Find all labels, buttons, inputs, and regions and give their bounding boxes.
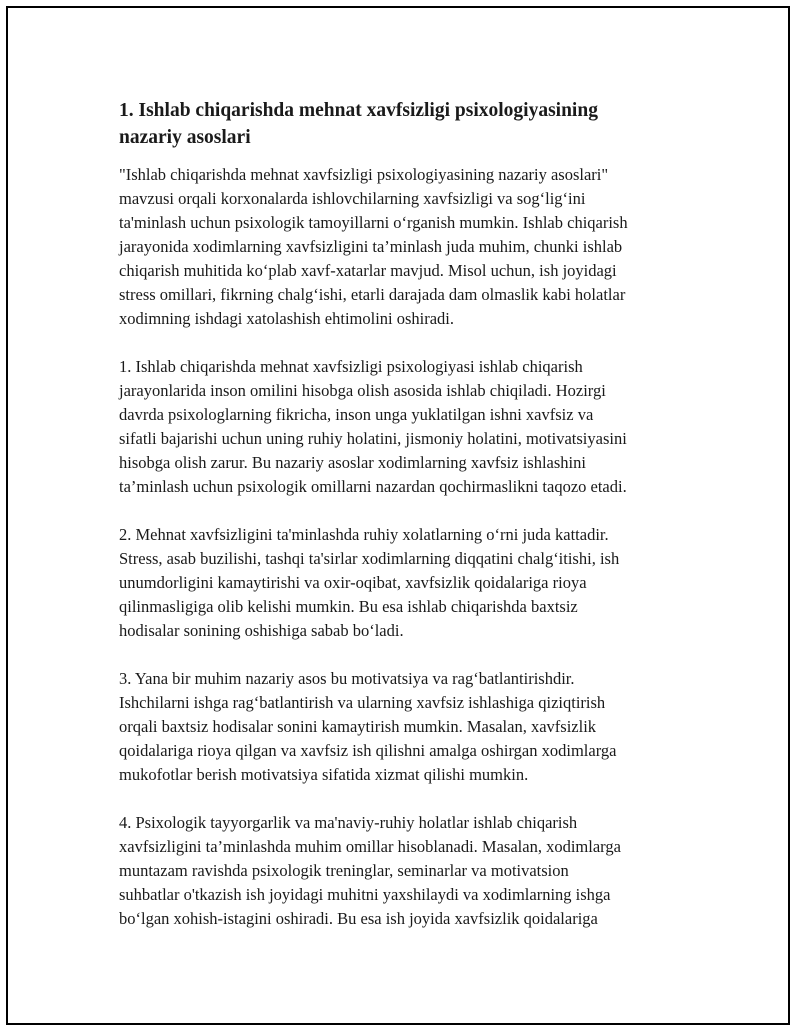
text-line: hodisalar sonining oshishiga sabab bo‘ladi.: [119, 621, 404, 640]
text-line: Stress, asab buzilishi, tashqi ta'sirlar xodimlarning diqqatini chalg‘itishi, ish: [119, 549, 620, 568]
text-line: hisobga olish zarur. Bu nazariy asoslar xodimlarning xavfsiz ishlashini: [119, 453, 586, 472]
paragraph-point-1: [119, 355, 719, 499]
heading-line: nazariy asoslari: [119, 127, 251, 148]
page-frame: [6, 6, 790, 1025]
text-line: jarayonlarida inson omilini hisobga olish asosida ishlab chiqiladi. Hozirgi: [119, 381, 606, 400]
text-line: qoidalariga rioya qilgan va xavfsiz ish qilishni amalga oshirgan xodimlarga: [119, 741, 617, 760]
text-line: 4. Psixologik tayyorgarlik va ma'naviy-ruhiy holatlar ishlab chiqarish: [119, 813, 578, 832]
document-heading: [119, 97, 719, 151]
text-line: orqali baxtsiz hodisalar sonini kamaytirish mumkin. Masalan, xavfsizlik: [119, 717, 597, 736]
document-body: [119, 97, 719, 955]
text-line: davrda psixologlarning fikricha, inson unga yuklatilgan ishni xavfsiz va: [119, 405, 594, 424]
text-line: 3. Yana bir muhim nazariy asos bu motivatsiya va rag‘batlantirishdir.: [119, 669, 575, 688]
text-line: bo‘lgan xohish-istagini oshiradi. Bu esa ish joyida xavfsizlik qoidalariga: [119, 909, 598, 928]
text-line: suhbatlar o'tkazish ish joyidagi muhitni yaxshilaydi va xodimlarning ishga: [119, 885, 611, 904]
paragraph-intro: [119, 163, 719, 331]
text-line: "Ishlab chiqarishda mehnat xavfsizligi psixologiyasining nazariy asoslari": [119, 165, 609, 184]
text-line: mukofotlar berish motivatsiya sifatida xizmat qilishi mumkin.: [119, 765, 529, 784]
text-line: muntazam ravishda psixologik treninglar, seminarlar va motivatsion: [119, 861, 569, 880]
text-line: qilinmasligiga olib kelishi mumkin. Bu esa ishlab chiqarishda baxtsiz: [119, 597, 578, 616]
text-line: 1. Ishlab chiqarishda mehnat xavfsizligi psixologiyasi ishlab chiqarish: [119, 357, 583, 376]
text-line: sifatli bajarishi uchun uning ruhiy holatini, jismoniy holatini, motivatsiyasini: [119, 429, 627, 448]
text-line: xodimning ishdagi xatolashish ehtimolini oshiradi.: [119, 309, 455, 328]
text-line: mavzusi orqali korxonalarda ishlovchilarning xavfsizligi va sog‘lig‘ini: [119, 189, 586, 208]
text-line: ta'minlash uchun psixologik tamoyillarni o‘rganish mumkin. Ishlab chiqarish: [119, 213, 628, 232]
text-line: jarayonida xodimlarning xavfsizligini ta’minlash juda muhim, chunki ishlab: [119, 237, 623, 256]
text-line: xavfsizligini ta’minlashda muhim omillar hisoblanadi. Masalan, xodimlarga: [119, 837, 621, 856]
text-line: unumdorligini kamaytirishi va oxir-oqibat, xavfsizlik qoidalariga rioya: [119, 573, 587, 592]
text-line: stress omillari, fikrning chalg‘ishi, etarli darajada dam olmaslik kabi holatlar: [119, 285, 626, 304]
heading-line: 1. Ishlab chiqarishda mehnat xavfsizligi psixologiyasining: [119, 100, 598, 121]
paragraph-point-3: [119, 667, 719, 787]
text-line: Ishchilarni ishga rag‘batlantirish va ularning xavfsiz ishlashiga qiziqtirish: [119, 693, 606, 712]
paragraph-point-2: [119, 523, 719, 643]
text-line: chiqarish muhitida ko‘plab xavf-xatarlar mavjud. Misol uchun, ish joyidagi: [119, 261, 617, 280]
paragraph-point-4: [119, 811, 719, 931]
text-line: 2. Mehnat xavfsizligini ta'minlashda ruhiy xolatlarning o‘rni juda kattadir.: [119, 525, 609, 544]
text-line: ta’minlash uchun psixologik omillarni nazardan qochirmaslikni taqozo etadi.: [119, 477, 627, 496]
